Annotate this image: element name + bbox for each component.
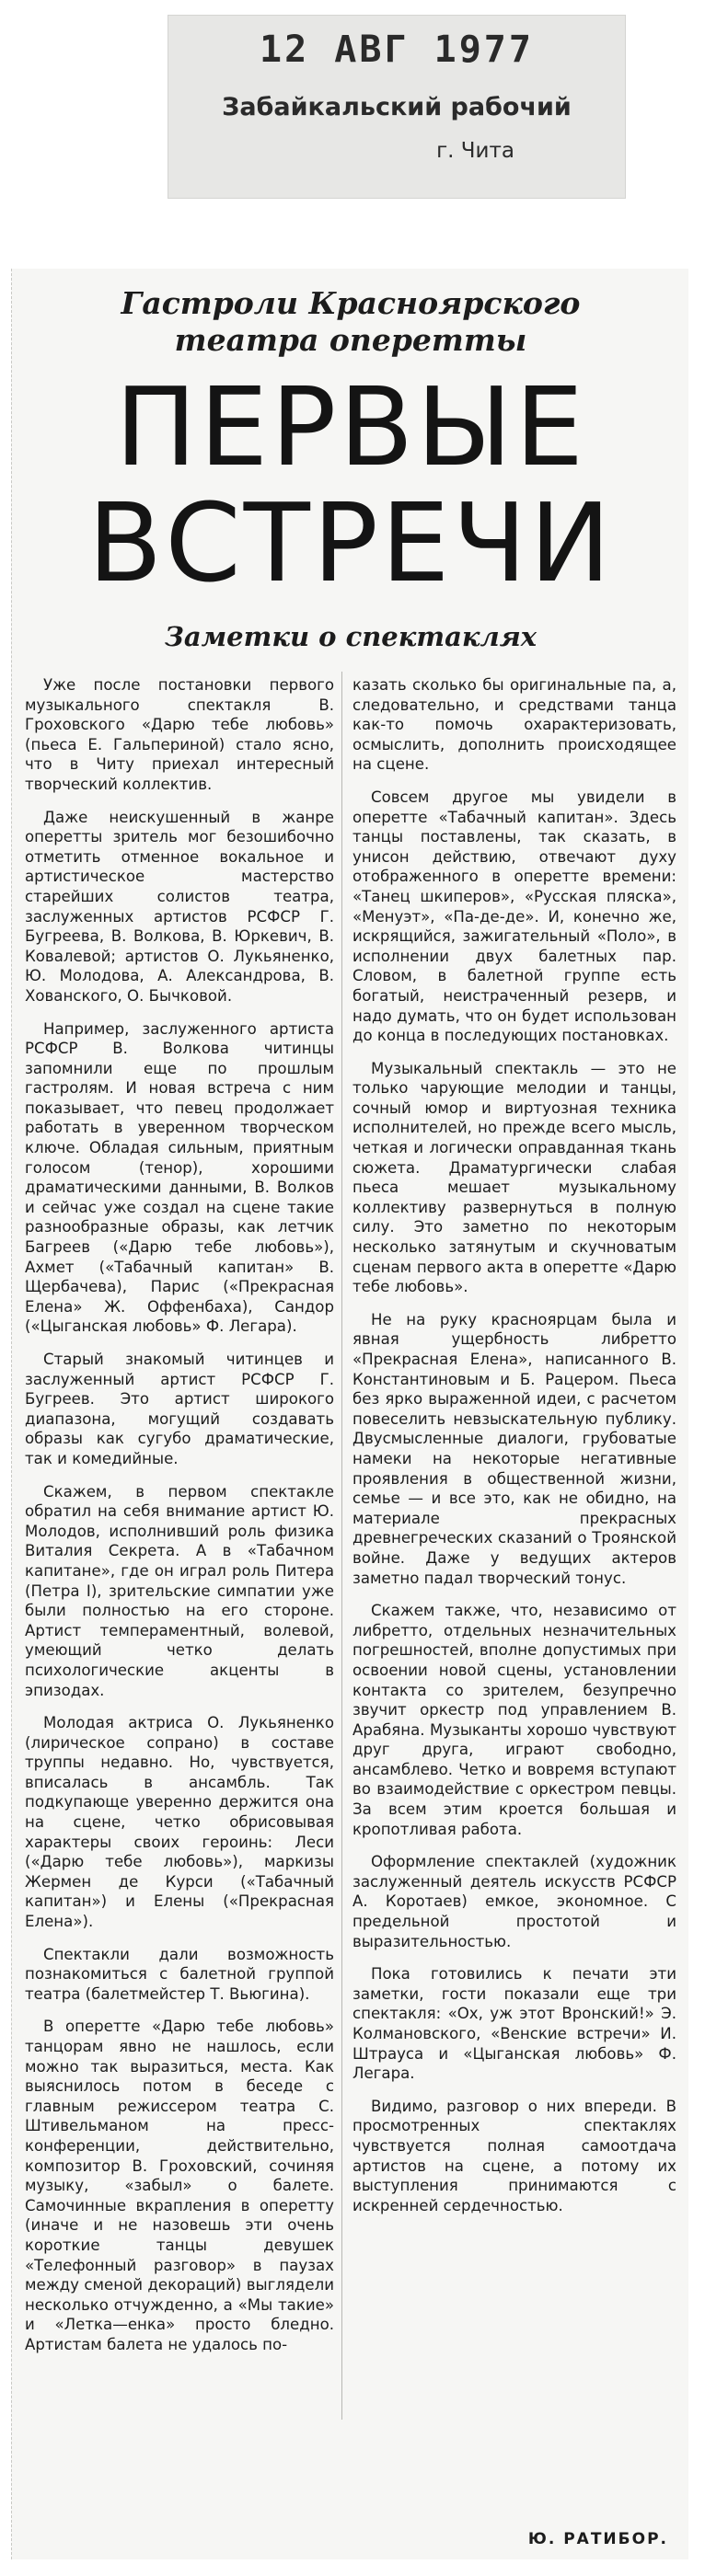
article-author: Ю. РАТИБОР. — [527, 2530, 668, 2548]
rubric-line-1: Гастроли Красноярского — [121, 285, 581, 321]
article-paragraph: Оформление спектаклей (художник заслуженный деятель искусств РСФСР А. Коротаев) емкое, экономное. С предельной простотой и выразительностью. — [352, 1853, 676, 1950]
article-paragraph: В оперетте «Дарю тебе любовь» танцорам явно не нашлось, если можно так выразиться, места. Как выяснилось потом в беседе с главным режиссером театра С. Штивельманом на пресс-конференции, действительно, композитор В. Гроховский, сочиняя музыку, «забыл» о балете. Самочинные вкрапления в оперетту (иначе и не назовешь эти очень короткие танцы девушек «Телефонный разговор» в паузах между сменой декораций) выглядели несколько отчужденно, а «Мы такие» и «Летка—енка» просто бледно. Артистам балета не удалось по- — [25, 2018, 334, 2353]
article-paragraph: Старый знакомый читинцев и заслуженный артист РСФСР Г. Бугреев. Это артист широкого диапазона, могущий создавать образы как сугубо драматические, так и комедийные. — [25, 1351, 334, 1467]
stamp-newspaper-name: Забайкальский рабочий — [222, 93, 572, 121]
stamp-city: г. Чита — [436, 139, 514, 163]
article-paragraph: Например, заслуженного артиста РСФСР В. Волкова читинцы запомнили еще по прошлым гастролям. И новая встреча с ним показывает, что певец продолжает работать в уверенном творческом ключе. Обладая сильным, приятным голосом (тенор), хорошими драматическими данными, В. Волков и сейчас уже создал на сцене такие разнообразные образы, как летчик Багреев («Дарю тебе любовь»), Ахмет («Табачный капитан» В. Щербачева), Парис («Прекрасная Елена» Ж. Оффенбаха), Сандор («Цыганская любовь» Ф. Легара). — [25, 1019, 334, 1336]
archive-stamp — [168, 15, 626, 199]
article-paragraph: Скажем, в первом спектакле обратил на себя внимание артист Ю. Молодов, исполнивший роль физика Виталия Секрета. А в «Табачном капитане», где он играл роль Питера (Петра I), зрительские симпатии уже были полностью на его стороне. Артист темпераментный, волевой, умеющий четко делать психологические акценты в эпизодах. — [25, 1482, 334, 1699]
stamp-date: 12 АВГ 1977 — [260, 29, 534, 71]
column-divider — [341, 672, 342, 2420]
article-paragraph: казать сколько бы оригинальные па, а, следовательно, и средствами танца как-то помочь охарактеризовать, осмыслить, дополнить происходящее на сцене. — [352, 676, 676, 774]
article-paragraph: Спектакли дали возможность познакомиться с балетной группой театра (балетмейстер Т. Вьюгина). — [25, 1945, 334, 2003]
article-paragraph: Даже неискушенный в жанре оперетты зритель мог безошибочно отметить отменное вокальное и артистическое мастерство старейших солистов театра, заслуженных артистов РСФСР Г. Бугреева, В. Волкова, В. Юркевич, В. Ковалевой; артистов О. Лукьяненко, Ю. Молодова, А. Александрова, В. Хованского, О. Бычковой. — [25, 808, 334, 1005]
article-column-2 — [352, 675, 676, 2228]
article-paragraph: Скажем также, что, независимо от либретто, отдельных незначительных погрешностей, вполне допустимых при освоении новой сцены, установлении контакта со зрителем, безупречно звучит оркестр под управлением В. Арабяна. Музыканты хорошо чувствуют друг друга, играют свободно, ансамблево. Четко и вовремя вступают во взаимодействие с оркестром певцы. За всем этим кроется большая и кропотливая работа. — [352, 1602, 676, 1838]
headline-line-2: ВСТРЕЧИ — [87, 479, 614, 606]
article-paragraph: Совсем другое мы увидели в оперетте «Табачный капитан». Здесь танцы поставлены, так сказать, в унисон действию, отвечают духу отображенного в оперетте времени: «Танец шкиперов», «Русская пляска», «Менуэт», «Па-де-де». И, конечно же, искрящийся, зажигательный «Поло», в исполнении двух балетных пар. Словом, в балетной группе есть богатый, неистраченный резерв, и надо думать, что он будет использован до конца в последующих постановках. — [352, 788, 676, 1045]
article-subheadline: Заметки о спектаклях — [164, 621, 537, 652]
article-paragraph: Не на руку красноярцам была и явная ущербность либретто «Прекрасная Елена», написанного В. Константиновым и Б. Рацером. Пьеса без ярко выраженной идеи, с расчетом повеселить невзыскательную публику. Двусмысленные диалоги, грубоватые намеки на некоторые негативные проявления в общественной жизни, семье — и все это, как не обидно, на материале прекрасных древнегреческих сказаний о Троянской войне. Даже у ведущих актеров заметно падал творческий тонус. — [352, 1310, 676, 1587]
article-paragraph: Уже после постановки первого музыкального спектакля В. Гроховского «Дарю тебе любовь» (пьеса Е. Гальпериной) стало ясно, что в Читу приехал интересный творческий коллектив. — [25, 676, 334, 793]
newspaper-clipping — [11, 269, 688, 2559]
rubric-line-2: театра оперетты — [174, 322, 527, 358]
article-paragraph: Молодая актриса О. Лукьяненко (лирическое сопрано) в составе труппы недавно. Но, чувствуется, вписалась в ансамбль. Так подкупающе уверенно держится она на сцене, четко обрисовывая характеры своих героинь: Леси («Дарю тебе любовь»), маркизы Жермен де Курси («Табачный капитан») и Елены («Прекрасная Елена»). — [25, 1714, 334, 1931]
article-column-1 — [25, 675, 334, 2368]
article-paragraph: Музыкальный спектакль — это не только чарующие мелодии и танцы, сочный юмор и виртуозная техника исполнителей, но прежде всего мысль, четкая и логически оправданная ткань сюжета. Драматургически слабая пьеса мешает музыкальному коллективу развернуться в полную силу. Это заметно по некоторым несколько затянутым и скучноватым сценам первого акта в оперетте «Дарю тебе любовь». — [352, 1059, 676, 1296]
headline-line-1: ПЕРВЫЕ — [114, 363, 587, 490]
article-paragraph: Пока готовились к печати эти заметки, гости показали еще три спектакля: «Ох, уж этот Вронский!» Э. Колмановского, «Венские встречи» И. Штрауса и «Цыганская любовь» Ф. Легара. — [352, 1965, 676, 2083]
article-paragraph: Видимо, разговор о них впереди. В просмотренных спектаклях чувствуется полная самоотдача артистов на сцене, а потому их выступления принимаются с искренней сердечностью. — [352, 2097, 676, 2214]
